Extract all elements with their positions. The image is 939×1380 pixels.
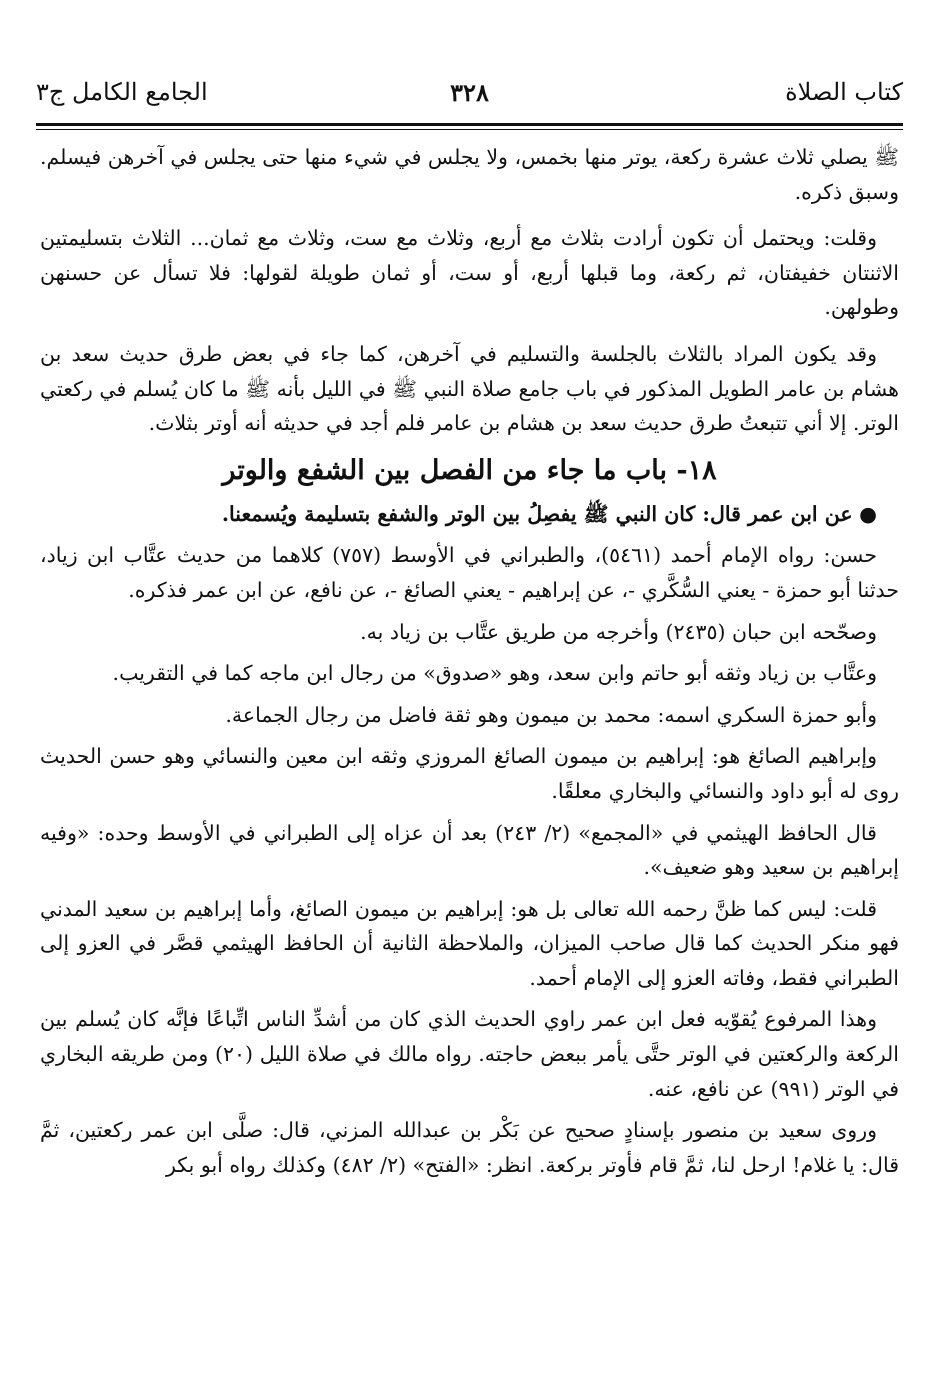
paragraph-12: وروى سعيد بن منصور بإسنادٍ صحيح عن بَكْر بن عبدالله المزني، قال: صلَّى ابن عمر ركعتين، ثمَّ قال: يا غلام! ارحل لنا، ثمَّ قام فأوتر بركعة. انظر: «الفتح» (٢/ ٤٨٢) وكذلك رواه أبو بكر bbox=[40, 1118, 899, 1177]
page-number: ٣٢٨ bbox=[450, 78, 489, 107]
paragraph-4: حسن: رواه الإمام أحمد (٥٤٦١)، والطبراني في الأوسط (٧٥٧) كلاهما من حديث عتَّاب ابن زياد، حدثنا أبو حمزة - يعني السُّكَّري -، عن إبراهيم - يعني الصائغ -، عن نافع، عن ابن عمر فذكره. bbox=[40, 543, 899, 602]
paragraph-11: وهذا المرفوع يُقوّيه فعل ابن عمر راوي الحديث الذي كان من أشدِّ الناس اتِّباعًا فإنَّه كان يُسلم بين الركعة والركعتين في الوتر حتَّى يأمر ببعض حاجته. رواه مالك في صلاة الليل (٢٠) ومن طريقه البخاري في الوتر (٩٩١) عن نافع، عنه. bbox=[40, 1007, 900, 1101]
paragraph-5: وصحّحه ابن حبان (٢٤٣٥) وأخرجه من طريق عتَّاب بن زياد به. bbox=[360, 619, 877, 644]
bullet-icon: ● bbox=[859, 501, 877, 526]
header-rule-thick bbox=[36, 123, 903, 126]
book-title: كتاب الصلاة bbox=[785, 78, 903, 106]
header-rule-thin bbox=[36, 129, 903, 130]
volume-title: الجامع الكامل ج٣ bbox=[36, 78, 208, 106]
page-header bbox=[36, 78, 903, 118]
paragraph-2: وقلت: ويحتمل أن تكون أرادت بثلاث مع أربع، وثلاث مع ست، وثلاث مع ثمان... الثلاث بتسليمتين الاثنتان خفيفتان، ثم ركعة، وما قبلها أربع، أو ست، أو ثمان طويلة لقولها: فلا تسأل عن حسنهن وطولهن. bbox=[40, 226, 899, 320]
chapter-title: ١٨- باب ما جاء من الفصل بين الشفع والوتر bbox=[222, 454, 717, 486]
paragraph-10: قلت: ليس كما ظنَّ رحمه الله تعالى بل هو: إبراهيم بن ميمون الصائغ، وأما إبراهيم بن سعيد المدني فهو منكر الحديث كما قال صاحب الميزان، والملاحظة الثانية أن الحافظ الهيثمي قصَّر في العزو إلى الطبراني فقط، وفاته العزو إلى الإمام أحمد. bbox=[40, 896, 899, 990]
page-body bbox=[40, 140, 899, 1189]
paragraph-7: وأبو حمزة السكري اسمه: محمد بن ميمون وهو ثقة فاضل من رجال الجماعة. bbox=[225, 702, 877, 727]
hadith-text: عن ابن عمر قال: كان النبي ﷺ يفصِلُ بين الوتر والشفع بتسليمة ويُسمعنا. bbox=[221, 501, 853, 526]
hadith-paragraph bbox=[40, 497, 899, 532]
paragraph-8: وإبراهيم الصائغ هو: إبراهيم بن ميمون الصائغ المروزي وثقه ابن معين والنسائي وهو حسن الحديث روى له أبو داود والنسائي والبخاري معلقًا. bbox=[40, 744, 899, 803]
paragraph-9: قال الحافظ الهيثمي في «المجمع» (٢/ ٢٤٣) بعد أن عزاه إلى الطبراني في الأوسط وحده: «وفيه إبراهيم بن سعيد وهو ضعيف». bbox=[40, 820, 899, 880]
paragraph-3: وقد يكون المراد بالثلاث بالجلسة والتسليم في آخرهن، كما جاء في بعض طرق حديث سعد بن هشام بن عامر الطويل المذكور في باب جامع صلاة النبي ﷺ في الليل بأنه ﷺ ما كان يُسلم في ركعتي الوتر. إلا أني تتبعتُ طرق حديث سعد بن هشام بن عامر فلم أجد في حديثه أنه أوتر بثلاث. bbox=[40, 341, 899, 436]
paragraph-1: ﷺ يصلي ثلاث عشرة ركعة، يوتر منها بخمس، ولا يجلس في شيء منها حتى يجلس في آخرهن فيسلم. وسبق ذكره. bbox=[40, 145, 899, 204]
paragraph-6: وعتَّاب بن زياد وثقه أبو حاتم وابن سعد، وهو «صدوق» من رجال ابن ماجه كما في التقريب. bbox=[112, 661, 877, 686]
